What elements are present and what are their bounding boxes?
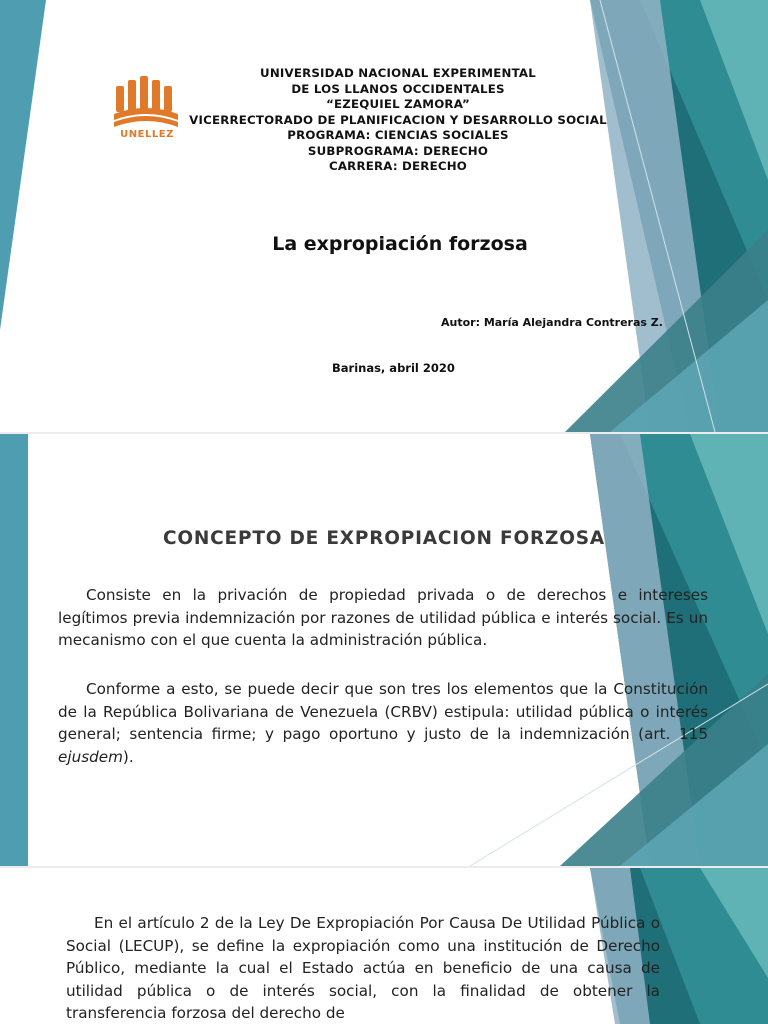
header-line: SUBPROGRAMA: DERECHO (307, 143, 489, 158)
header-line: UNIVERSIDAD NACIONAL EXPERIMENTAL (260, 66, 536, 80)
left-accent-shape (0, 0, 46, 330)
italic-term: ejusdem (58, 747, 123, 766)
header-line: VICERRECTORADO DE PLANIFICACION Y DESARROLLO SOCIAL (189, 112, 607, 127)
slide-heading: CONCEPTO DE EXPROPIACION FORZOSA (162, 528, 606, 549)
paragraph-text: Conforme a esto, se puede decir que son tres los elementos que la Constitución de la República Bolivariana de Venezuela (CRBV) estipula: utilidad pública o interés general; sentencia firme; y pago oportuno y justo de la indemnización (art. 115 (58, 680, 708, 743)
presentation-title: La expropiación forzosa (272, 233, 528, 255)
header-line: CARRERA: DERECHO (328, 159, 468, 173)
header-line: “EZEQUIEL ZAMORA” (326, 97, 470, 111)
slide-title (0, 0, 768, 432)
paragraph-text: ). (122, 747, 134, 766)
paragraph: En el artículo 2 de la Ley De Expropiación Por Causa De Utilidad Pública o Social (LECUP), se define la expropiación como una institución de Derecho Público, mediante la cual el Estado actúa en beneficio de una causa de utilidad pública o de interés social, con la finalidad de obtener la transferencia forzosa del derecho de (66, 914, 660, 1022)
paragraph: Consiste en la privación de propiedad privada o de derechos e intereses legítimos previa indemnización por razones de utilidad pública e interés social. Es un mecanismo con el que cuenta la administración pública. (58, 586, 708, 649)
institution-header (150, 66, 646, 175)
header-line: DE LOS LLANOS OCCIDENTALES (291, 81, 505, 96)
author-label: Autor: María Alejandra Contreras Z. (441, 316, 663, 329)
paragraph (58, 678, 708, 768)
header-line: PROGRAMA: CIENCIAS SOCIALES (287, 128, 509, 142)
left-accent-shape (0, 434, 28, 866)
place-date-label: Barinas, abril 2020 (332, 361, 455, 375)
slide-law-article (0, 868, 768, 1024)
logo-text: UNELLEZ (120, 129, 174, 140)
slide-concept (0, 434, 768, 866)
